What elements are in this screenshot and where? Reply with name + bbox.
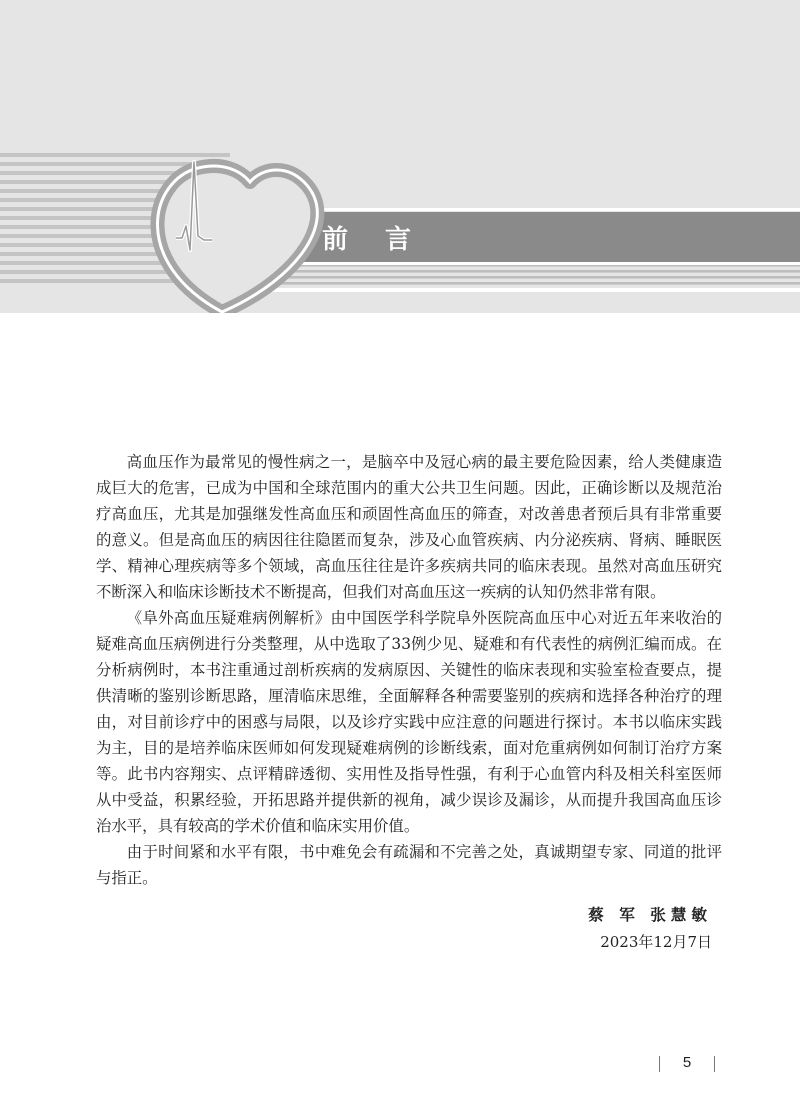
- paragraph: 由于时间紧和水平有限，书中难免会有疏漏和不完善之处，真诚期望专家、同道的批评与指正。: [96, 843, 722, 887]
- page-number: [659, 1052, 715, 1076]
- preface-body: [96, 449, 722, 891]
- signature-block: [588, 904, 712, 954]
- banner-graphic: [0, 0, 800, 313]
- right-stripes: [250, 262, 800, 288]
- signature-date: 2023年12月7日: [600, 933, 712, 951]
- author-names: 蔡 军 张慧敏: [588, 905, 712, 924]
- divider: [714, 1056, 715, 1072]
- paragraph: 《阜外高血压疑难病例解析》由中国医学科学院阜外医院高血压中心对近五年来收治的疑难高血压病例进行分类整理，从中选取了33例少见、疑难和有代表性的病例汇编而成。在分析病例时，本书注重通过剖析疾病的发病原因、关键性的临床表现和实验室检查要点，提供清晰的鉴别诊断思路，厘清临床思维，全面解释各种需要鉴别的疾病和选择各种治疗的理由，对目前诊疗中的困惑与局限，以及诊疗实践中应注意的问题进行探讨。本书以临床实践为主，目的是培养临床医师如何发现疑难病例的诊断线索，面对危重病例如何制订治疗方案等。此书内容翔实、点评精辟透彻、实用性及指导性强，有利于心血管内科及相关科室医师从中受益，积累经验，开拓思路并提供新的视角，减少误诊及漏诊，从而提升我国高血压诊治水平，具有较高的学术价值和临床实用价值。: [96, 609, 722, 835]
- header-banner: [0, 0, 800, 313]
- paragraph: 高血压作为最常见的慢性病之一，是脑卒中及冠心病的最主要危险因素，给人类健康造成巨大的危害，已成为中国和全球范围内的重大公共卫生问题。因此，正确诊断以及规范治疗高血压，尤其是加强继发性高血压和顽固性高血压的筛查，对改善患者预后具有非常重要的意义。但是高血压的病因往往隐匿而复杂，涉及心血管疾病、内分泌疾病、肾病、睡眠医学、精神心理疾病等多个领域，高血压往往是许多疾病共同的临床表现。虽然对高血压研究不断深入和临床诊断技术不断提高，但我们对高血压这一疾病的认知仍然非常有限。: [96, 453, 722, 601]
- page-title: 前 言: [322, 225, 426, 255]
- page-number-value: 5: [682, 1054, 692, 1071]
